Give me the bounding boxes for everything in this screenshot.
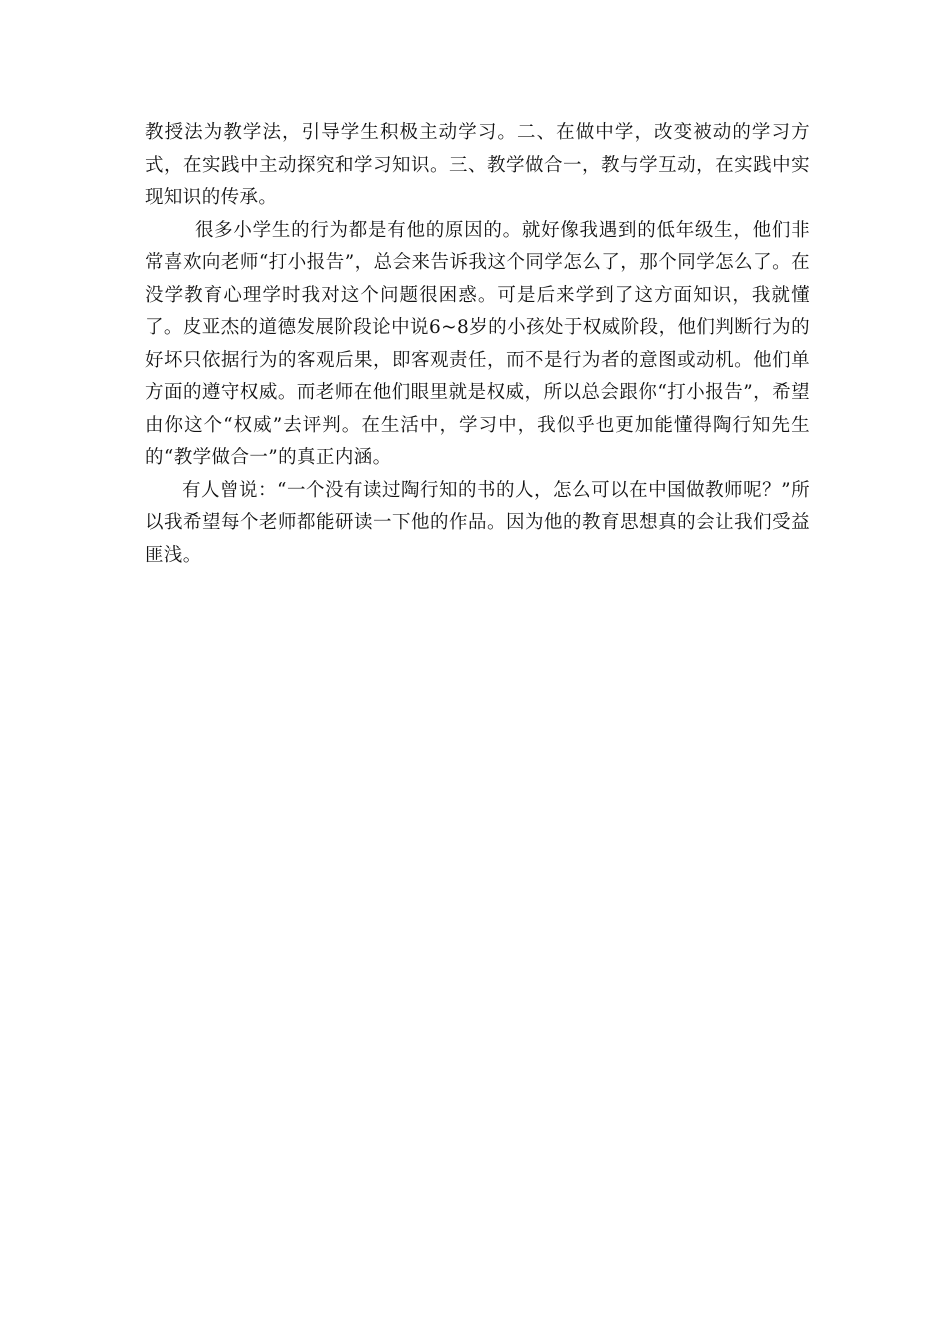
paragraph-students-behavior: 很多小学生的行为都是有他的原因的。就好像我遇到的低年级生，他们非常喜欢向老师“打小报告”，总会来告诉我这个同学怎么了，那个同学怎么了。在没学教育心理学时我对这个问题很困惑。可是后来学到了这方面知识，我就懂了。皮亚杰的道德发展阶段论中说6~8岁的小孩处于权威阶段，他们判断行为的好坏只依据行为的客观后果，即客观责任，而不是行为者的意图或动机。他们单方面的遵守权威。而老师在他们眼里就是权威，所以总会跟你“打小报告”，希望由你这个“权威”去评判。在生活中，学习中，我似乎也更加能懂得陶行知先生的“教学做合一”的真正内涵。 [145, 219, 810, 468]
paragraph-conclusion: 有人曾说：“一个没有读过陶行知的书的人，怎么可以在中国做教师呢？”所以我希望每个老师都能研读一下他的作品。因为他的教育思想真的会让我们受益匪浅。 [145, 479, 810, 566]
paragraph-continuation: 教授法为教学法，引导学生积极主动学习。二、在做中学，改变被动的学习方式，在实践中主动探究和学习知识。三、教学做合一，教与学互动，在实践中实现知识的传承。 [145, 122, 810, 208]
document-body [145, 117, 810, 572]
